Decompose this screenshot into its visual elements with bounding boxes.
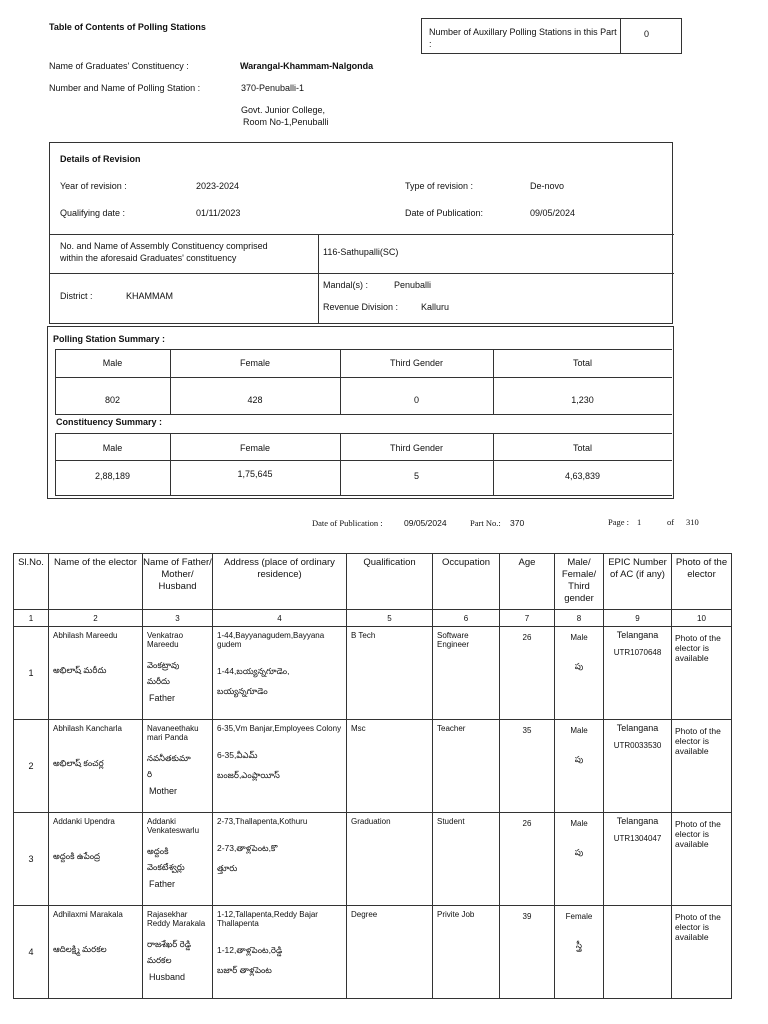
address-telugu — [217, 745, 343, 785]
const-male-header: Male — [102, 443, 123, 453]
gender: Male — [570, 726, 588, 735]
address-telugu-line1: 1-44,బయ్యన్నగూడెం, — [217, 666, 290, 676]
address-cell — [213, 627, 347, 720]
const-third-gender-header: Third Gender — [389, 443, 444, 453]
header-address: Address (place of ordinary residence) — [213, 554, 347, 610]
photo-status: Photo of the elector is available — [672, 720, 732, 813]
elector-name-telugu: ఆదిలక్ష్మి మరకల — [53, 944, 107, 954]
elector-name: Addanki Upendra — [53, 817, 115, 826]
qualification: Graduation — [347, 813, 433, 906]
relation-name-telugu — [147, 657, 209, 689]
publication-date-value: 09/05/2024 — [530, 208, 576, 218]
row-slno: 1 — [14, 627, 49, 720]
header-photo: Photo of the elector — [672, 554, 732, 610]
address-english: 2-73,Thallapenta,Kothuru — [217, 817, 308, 826]
table-row — [14, 627, 732, 720]
qualification: B Tech — [347, 627, 433, 720]
occupation: Software Engineer — [433, 627, 500, 720]
gender-telugu: పు — [574, 661, 584, 671]
table-row — [14, 906, 732, 999]
type-value: De-novo — [530, 181, 565, 191]
const-third-gender-value: 5 — [413, 471, 419, 481]
relation-telugu-line2: వెంకటేశ్వర్లు — [147, 862, 185, 872]
ps-female-header: Female — [239, 358, 270, 368]
district-label: District : — [60, 291, 93, 301]
header-occupation: Occupation — [433, 554, 500, 610]
address-telugu-line1: 1-12,తాళ్లపెంట,రెడ్డి — [217, 945, 283, 955]
relation-name: Rajasekhar Reddy Marakala — [147, 910, 206, 928]
aux-polling-box — [421, 18, 682, 54]
relation-type: Mother — [149, 786, 178, 796]
row-slno: 2 — [14, 720, 49, 813]
header-age: Age — [500, 554, 555, 610]
photo-status: Photo of the elector is available — [672, 627, 732, 720]
publine-page-label: Page : — [608, 517, 630, 527]
qualifying-date-value: 01/11/2023 — [196, 208, 241, 218]
address-telugu — [217, 838, 343, 878]
revenue-division-value: Kalluru — [421, 302, 450, 312]
age: 26 — [500, 627, 555, 720]
elector-name-cell — [49, 720, 143, 813]
epic-cell — [604, 906, 672, 999]
address-telugu-line1: 6-35,వీఎమ్ — [217, 750, 258, 760]
relation-name-telugu — [147, 843, 209, 875]
ps-total-header: Total — [572, 358, 592, 368]
assembly-label-line2: within the aforesaid Graduates' constituency — [60, 253, 237, 263]
epic-cell — [604, 627, 672, 720]
elector-name-cell — [49, 813, 143, 906]
row-slno: 4 — [14, 906, 49, 999]
relation-cell — [143, 813, 213, 906]
header-slno: Sl.No. — [14, 554, 49, 610]
constituency-summary-heading: Constituency Summary : — [56, 417, 163, 427]
ps-third-gender-header: Third Gender — [389, 358, 444, 368]
qualifying-date-label: Qualifying date : — [60, 208, 126, 218]
elector-name: Adhilaxmi Marakala — [53, 910, 123, 919]
col-number: 10 — [672, 610, 732, 627]
photo-status: Photo of the elector is available — [672, 813, 732, 906]
gender-telugu: పు — [574, 847, 584, 857]
header-relation: Name of Father/ Mother/ Husband — [143, 554, 213, 610]
age: 39 — [500, 906, 555, 999]
assembly-label — [60, 240, 268, 264]
row-slno: 3 — [14, 813, 49, 906]
header-epic: EPIC Number of AC (if any) — [604, 554, 672, 610]
publine-of-value: 310 — [686, 517, 699, 527]
photo-status: Photo of the elector is available — [672, 906, 732, 999]
address-telugu — [217, 940, 343, 980]
relation-name: Addanki Venkateswarlu — [147, 817, 200, 835]
col-number: 7 — [500, 610, 555, 627]
occupation: Privite Job — [433, 906, 500, 999]
ps-third-gender-value: 0 — [413, 395, 419, 405]
constituency-label: Name of Graduates' Constituency : — [49, 61, 189, 71]
address-cell — [213, 720, 347, 813]
relation-type: Father — [149, 693, 176, 703]
ps-female-value: 428 — [247, 395, 263, 405]
table-row — [14, 813, 732, 906]
constituency-value: Warangal-Khammam-Nalgonda — [240, 61, 374, 71]
address-english: 1-44,Bayyanagudem,Bayyana gudem — [217, 631, 325, 649]
const-total-header: Total — [572, 443, 592, 453]
address-english: 1-12,Tallapenta,Reddy Bajar Thallapenta — [217, 910, 318, 928]
publine-of-label: of — [667, 517, 675, 527]
age: 35 — [500, 720, 555, 813]
ps-total-value: 1,230 — [571, 395, 594, 405]
epic-state: Telangana — [616, 630, 659, 640]
relation-telugu-line1: అద్దంకి — [147, 846, 169, 856]
relation-cell — [143, 720, 213, 813]
relation-name: Venkatrao Mareedu — [147, 631, 184, 649]
col-number: 6 — [433, 610, 500, 627]
header-gender: Male/ Female/ Third gender — [555, 554, 604, 610]
polling-station-number: 370-Penuballi-1 — [241, 83, 305, 93]
publication-date-label: Date of Publication: — [405, 208, 484, 218]
publine-part-label: Part No.: — [470, 518, 501, 528]
relation-cell — [143, 906, 213, 999]
epic-cell — [604, 720, 672, 813]
relation-telugu-line2: మరీదు — [147, 676, 170, 686]
header-name: Name of the elector — [49, 554, 143, 610]
address-telugu-line2: బంజర్,ఎంప్లాయీస్ — [217, 770, 280, 780]
address-telugu-line2: బయ్యన్నగూడెం — [217, 686, 268, 696]
year-value: 2023-2024 — [196, 181, 240, 191]
publine-date-label: Date of Publication : — [312, 518, 383, 528]
occupation: Student — [433, 813, 500, 906]
col-number: 9 — [604, 610, 672, 627]
qualification: Msc — [347, 720, 433, 813]
district-value: KHAMMAM — [126, 291, 173, 301]
relation-name: Navaneethaku mari Panda — [147, 724, 199, 742]
address-telugu — [217, 661, 343, 701]
address-telugu-line2: త్తూరు — [217, 863, 238, 873]
revenue-division-label: Revenue Division : — [323, 302, 399, 312]
col-number: 4 — [213, 610, 347, 627]
polling-station-address-line2: Room No-1,Penuballi — [243, 117, 329, 127]
publine-date-value: 09/05/2024 — [404, 518, 447, 528]
elector-name-cell — [49, 906, 143, 999]
mandal-label: Mandal(s) : — [323, 280, 369, 290]
relation-name-telugu — [147, 936, 209, 968]
assembly-label-line1: No. and Name of Assembly Constituency comprised — [60, 241, 268, 251]
elector-name-cell — [49, 627, 143, 720]
publine-page-value: 1 — [637, 517, 642, 527]
relation-telugu-line1: రాజశేఖర్ రెడ్డి — [147, 939, 192, 949]
qualification: Degree — [347, 906, 433, 999]
gender-cell — [555, 813, 604, 906]
age: 26 — [500, 813, 555, 906]
mandal-value: Penuballi — [394, 280, 432, 290]
aux-polling-label: Number of Auxillary Polling Stations in this Part : — [429, 27, 617, 49]
relation-telugu-line2: మరకల — [147, 955, 172, 965]
publine-part-value: 370 — [510, 518, 525, 528]
table-header-row — [14, 554, 732, 610]
const-female-header: Female — [239, 443, 270, 453]
elector-name-telugu: అభిలాష్ కంచర్ల — [53, 758, 104, 768]
elector-name-telugu: అద్దంకి ఉపేంద్ర — [53, 851, 101, 861]
relation-telugu-line1: వెంకట్రావు — [147, 660, 180, 670]
const-female-value: 1,75,645 — [237, 469, 273, 479]
elector-name: Abhilash Kancharla — [53, 724, 122, 733]
epic-number: UTR1070648 — [613, 648, 662, 657]
elector-name-telugu: అభిలాష్ మరీదు — [53, 665, 107, 675]
relation-telugu-line1: నవనీతకుమా — [147, 753, 191, 763]
year-label: Year of revision : — [60, 181, 127, 191]
gender-cell — [555, 720, 604, 813]
epic-state: Telangana — [616, 816, 659, 826]
address-cell — [213, 906, 347, 999]
gender-telugu: పు — [574, 754, 584, 764]
aux-polling-value: 0 — [644, 29, 650, 39]
gender: Male — [570, 633, 588, 642]
polling-station-label: Number and Name of Polling Station : — [49, 83, 201, 93]
gender: Male — [570, 819, 588, 828]
ps-summary-heading: Polling Station Summary : — [53, 334, 166, 344]
col-number: 3 — [143, 610, 213, 627]
relation-telugu-line2: రి — [147, 769, 153, 779]
epic-number: UTR0033530 — [613, 741, 662, 750]
page-title: Table of Contents of Polling Stations — [49, 22, 206, 32]
type-label: Type of revision : — [405, 181, 474, 191]
address-english: 6-35,Vm Banjar,Employees Colony — [217, 724, 342, 733]
elector-table — [13, 553, 732, 999]
col-number: 8 — [555, 610, 604, 627]
relation-name-telugu — [147, 750, 209, 782]
table-row — [14, 720, 732, 813]
column-number-row — [14, 610, 732, 627]
const-male-value: 2,88,189 — [94, 471, 131, 481]
relation-type: Father — [149, 879, 176, 889]
gender: Female — [565, 912, 593, 921]
address-telugu-line1: 2-73,తాళ్లపెంట,కొ — [217, 843, 278, 853]
address-telugu-line2: బజార్ తాళ్లపెంట — [217, 965, 272, 975]
ps-male-value: 802 — [104, 395, 121, 405]
address-cell — [213, 813, 347, 906]
epic-cell — [604, 813, 672, 906]
polling-station-address-line1: Govt. Junior College, — [241, 105, 326, 115]
gender-cell — [555, 627, 604, 720]
epic-number: UTR1304047 — [613, 834, 662, 843]
relation-cell — [143, 627, 213, 720]
col-number: 1 — [14, 610, 49, 627]
gender-cell — [555, 906, 604, 999]
occupation: Teacher — [433, 720, 500, 813]
revision-heading: Details of Revision — [60, 154, 141, 164]
const-total-value: 4,63,839 — [564, 471, 601, 481]
col-number: 2 — [49, 610, 143, 627]
gender-telugu: స్త్రీ — [576, 940, 582, 950]
ps-male-header: Male — [102, 358, 123, 368]
epic-state: Telangana — [616, 723, 659, 733]
elector-name: Abhilash Mareedu — [53, 631, 118, 640]
col-number: 5 — [347, 610, 433, 627]
header-qualification: Qualification — [347, 554, 433, 610]
relation-type: Husband — [149, 972, 186, 982]
assembly-value: 116-Sathupalli(SC) — [323, 247, 399, 257]
